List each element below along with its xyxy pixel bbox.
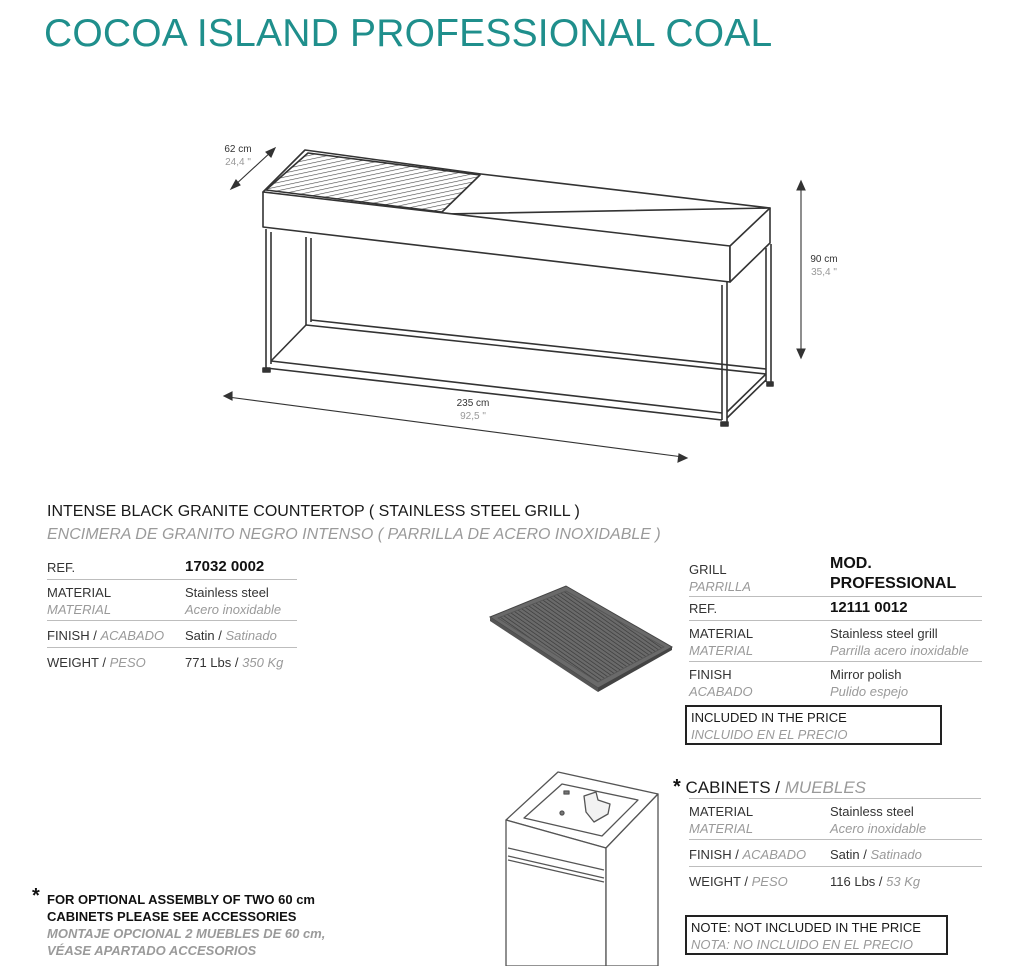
grill-finish-label: FINISH (689, 667, 732, 682)
cabinet-material-value: Stainless steel (830, 804, 914, 819)
material-row (47, 584, 297, 618)
height-dimension (804, 253, 844, 279)
cabinet-material-label-es: MATERIAL (689, 821, 754, 836)
not-included-label: NOTE: NOT INCLUDED IN THE PRICE (691, 920, 921, 935)
cabinet-weight-row: WEIGHT / PESO 116 Lbs / 53 Kg (689, 874, 921, 889)
finish-value: Satin (185, 628, 215, 643)
grill-ref-value: 12111 0012 (830, 599, 908, 616)
cabinets-title-en: CABINETS (685, 778, 771, 797)
grill-material-label-es: MATERIAL (689, 643, 754, 658)
asterisk-icon: * (673, 776, 681, 798)
material-label: MATERIAL (47, 585, 112, 600)
height-metric: 90 cm (810, 254, 838, 265)
depth-imperial: 24,4 " (225, 157, 251, 168)
grill-finish-row (689, 666, 982, 700)
cabinet-specs (689, 803, 982, 890)
grill-ref-label: REF. (689, 601, 718, 616)
grill-label: GRILL (689, 562, 727, 577)
included-label: INCLUDED IN THE PRICE (691, 710, 847, 725)
footnote-line2: CABINETS PLEASE SEE ACCESSORIES (47, 909, 297, 924)
grill-finish-value: Mirror polish (830, 667, 902, 682)
island-drawing (0, 0, 1024, 480)
not-included-box (685, 915, 948, 955)
grill-material-label: MATERIAL (689, 626, 754, 641)
grill-mod-line2: PROFESSIONAL (830, 575, 957, 592)
cabinet-material-value-es: Acero inoxidable (830, 821, 927, 836)
grill-illustration (480, 580, 690, 700)
finish-row: FINISH / ACABADO Satin / Satinado (47, 628, 277, 643)
cabinets-title: * CABINETS / MUEBLES (673, 776, 867, 798)
weight-row: WEIGHT / PESO 771 Lbs / 350 Kg (47, 655, 284, 670)
grill-specs (689, 555, 982, 700)
included-label-es: INCLUIDO EN EL PRECIO (691, 727, 848, 742)
cabinet-weight-value-es: 53 Kg (886, 874, 921, 889)
cabinet-finish-value: Satin (830, 847, 860, 862)
not-included-label-es: NOTA: NO INCLUIDO EN EL PRECIO (691, 937, 914, 952)
ref-value: 17032 0002 (185, 558, 265, 575)
countertop-heading: INTENSE BLACK GRANITE COUNTERTOP ( STAINLESS STEEL GRILL ) (47, 503, 580, 520)
cabinet-finish-label-es: ACABADO (742, 847, 807, 862)
footnote-line1-es: MONTAJE OPCIONAL 2 MUEBLES DE 60 cm, (47, 926, 326, 941)
grill-finish-label-es: ACABADO (689, 684, 753, 699)
cabinets-title-es: MUEBLES (784, 778, 867, 797)
cabinet-finish-row: FINISH / ACABADO Satin / Satinado (689, 847, 922, 862)
cabinet-finish-label: FINISH (689, 847, 732, 862)
page-title: COCOA ISLAND PROFESSIONAL COAL (44, 12, 773, 55)
grill-mod-row (689, 555, 982, 595)
included-box (685, 705, 942, 745)
countertop-heading-es: ENCIMERA DE GRANITO NEGRO INTENSO ( PARRILLA DE ACERO INOXIDABLE ) (47, 526, 661, 543)
cabinet-weight-value: 116 Lbs (830, 874, 876, 889)
grill-material-value-es: Parrilla acero inoxidable (830, 643, 969, 658)
depth-metric: 62 cm (224, 144, 252, 155)
width-metric: 235 cm (456, 398, 490, 409)
finish-label: FINISH (47, 628, 90, 643)
material-label-es: MATERIAL (47, 602, 112, 617)
grill-material-row (689, 625, 982, 659)
footnote-asterisk-icon: * (32, 885, 40, 907)
material-value-es: Acero inoxidable (185, 602, 282, 617)
cabinet-weight-label: WEIGHT (689, 874, 741, 889)
grill-label-es: PARRILLA (689, 579, 751, 594)
depth-dimension (218, 143, 258, 169)
cabinet-weight-label-es: PESO (751, 874, 788, 889)
cabinet-material-label: MATERIAL (689, 804, 754, 819)
countertop-specs (47, 559, 297, 671)
width-dimension (448, 397, 498, 423)
finish-value-es: Satinado (225, 628, 277, 643)
assembly-footnote (32, 885, 326, 959)
cabinet-illustration (498, 766, 664, 966)
grill-material-value: Stainless steel grill (830, 626, 938, 641)
grill-finish-value-es: Pulido espejo (830, 684, 909, 699)
ref-row (47, 559, 297, 577)
weight-label-es: PESO (109, 655, 146, 670)
cabinet-material-row (689, 803, 982, 837)
weight-value-es: 350 Kg (242, 655, 284, 670)
footnote-line2-es: VÉASE APARTADO ACCESORIOS (47, 943, 257, 958)
ref-label: REF. (47, 560, 76, 575)
finish-label-es: ACABADO (100, 628, 165, 643)
height-imperial: 35,4 " (811, 267, 837, 278)
grill-ref-row (689, 600, 982, 618)
weight-value: 771 Lbs (185, 655, 232, 670)
footnote-line1: FOR OPTIONAL ASSEMBLY OF TWO 60 cm (47, 892, 315, 907)
weight-label: WEIGHT (47, 655, 99, 670)
grill-mod-line1: MOD. (830, 555, 872, 572)
cabinet-finish-value-es: Satinado (870, 847, 922, 862)
material-value: Stainless steel (185, 585, 269, 600)
width-imperial: 92,5 " (460, 411, 486, 422)
